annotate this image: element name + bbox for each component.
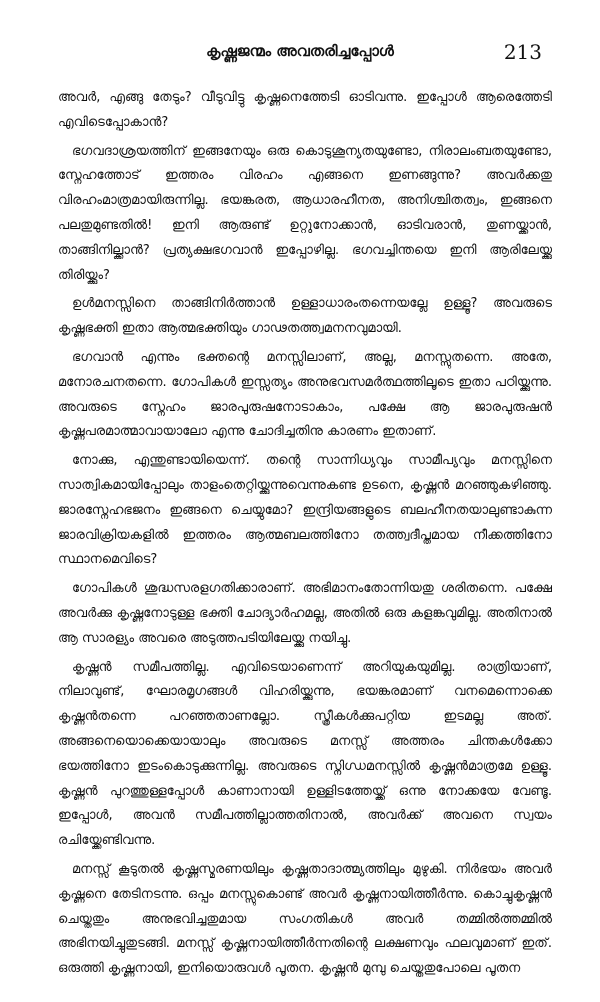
paragraph: ഭഗവാൻ എന്നും ഭക്തന്റെ മനസ്സിലാണ്, അല്ല, മനസ്സുതന്നെ. അതേ, മനോരചനതന്നെ. ഗോപികൾ ഇസ്സത്യം അനുഭവസമർത്ഥത്തിലൂടെ ഇതാ പഠിയ്ക്കുന്നു. അവരുടെ സ്നേഹം ജാരപുരുഷനോടാകാം, പക്ഷേ ആ ജാരപുരുഷൻ കൃഷ്ണപരമാത്മാവായാലോ എന്നു ചോദിച്ചതിനു കാരണം ഇതാണ്.	[58, 349, 552, 440]
running-title: കൃഷ്ണജന്മം അവതരിച്ചപ്പോൾ	[206, 42, 394, 60]
body-text	[58, 86, 552, 986]
page-header	[0, 38, 600, 70]
paragraph: കൃഷ്ണൻ സമീപത്തില്ല. എവിടെയാണെന്ന് അറിയുകയുമില്ല. രാത്രിയാണ്, നിലാവുണ്ട്, ഘോരമൃഗങ്ങൾ വിഹരിയ്ക്കുന്നു, ഭയങ്കരമാണ് വനമെന്നൊക്കെ കൃഷ്ണൻതന്നെ പറഞ്ഞതാണല്ലോ. സ്ത്രീകൾക്കുപറ്റിയ ഇടമല്ല അത്. അങ്ങനെയൊക്കെയായാലും അവരുടെ മനസ്സ് അത്തരം ചിന്തകൾക്കോ ഭയത്തിനോ ഇടംകൊടുക്കുന്നില്ല. അവരുടെ സ്നിഗ്ധമനസ്സിൽ കൃഷ്ണൻമാത്രമേ ഉള്ളൂ. കൃഷ്ണൻ പുറത്തുള്ളപ്പോൾ കാണാനായി ഉള്ളിടത്തേയ്ക്ക് ഒന്നു നോക്കയേ വേണ്ടൂ. ഇപ്പോൾ, അവൻ സമീപത്തില്ലാത്തതിനാൽ, അവർക്ക് അവനെ സ്വയം രചിയ്ക്കേണ്ടിവന്നു.	[58, 659, 552, 849]
page-number: 213	[503, 40, 542, 64]
paragraph: ഉൾമനസ്സിനെ താങ്ങിനിർത്താൻ ഉള്ളാധാരംതന്നെയല്ലേ ഉള്ളൂ? അവരുടെ കൃഷ്ണഭക്തി ഇതാ ആത്മഭക്തിയും ഗാഢതത്ത്വമനനവുമായി.	[58, 296, 552, 337]
paragraph: മനസ്സ് കൂടുതൽ കൃഷ്ണസ്മരണയിലും കൃഷ്ണതാദാത്മ്യത്തിലും മുഴുകി. നിർഭയം അവർ കൃഷ്ണനെ തേടിനടന്നു. ഒപ്പം മനസ്സുകൊണ്ട് അവർ കൃഷ്ണനായിത്തീർന്നു. കൊച്ചുകൃഷ്ണൻ ചെയ്തതും അനുഭവിച്ചതുമായ സംഗതികൾ അവർ തമ്മിൽത്തമ്മിൽ അഭിനയിച്ചുതുടങ്ങി. മനസ്സ് കൃഷ്ണനായിത്തീർന്നതിന്റെ ലക്ഷണവും ഫലവുമാണ് ഇത്. ഒരുത്തി കൃഷ്ണനായി, ഇനിയൊരുവൾ പൂതന. കൃഷ്ണൻ മുമ്പു ചെയ്തതുപോലെ പൂതന	[58, 861, 552, 977]
paragraph: ഭഗവദാശ്രയത്തിന് ഇങ്ങനേയും ഒരു കൊടുശൂന്യതയുണ്ടോ, നിരാലംബതയുണ്ടോ, സ്നേഹത്തോട് ഇത്തരം വിരഹം എങ്ങനെ ഇണങ്ങുന്നു? അവർക്കതു വിരഹംമാത്രമായിരുന്നില്ല. ഭയങ്കരത, ആധാരഹീനത, അനിശ്ചിതത്വം, ഇങ്ങനെ പലതുമുണ്ടതിൽ! ഇനി ആരുണ്ട് ഉറ്റുനോക്കാൻ, ഓടിവരാൻ, തുണയ്ക്കാൻ, താങ്ങിനില്ക്കാൻ? പ്രത്യക്ഷഭഗവാൻ ഇപ്പോഴില്ല. ഭഗവച്ചിന്തയെ ഇനി ആരിലേയ്ക്കു തിരിയ്ക്കും?	[58, 143, 552, 283]
paragraph: നോക്കു, എന്തുണ്ടായിയെന്ന്. തന്റെ സാന്നിധ്യവും സാമീപ്യവും മനസ്സിനെ സാത്വികമായിപ്പോലും താളംതെറ്റിയ്ക്കുന്നുവെന്നുകണ്ട ഉടനെ, കൃഷ്ണൻ മറഞ്ഞുകഴിഞ്ഞു. ജാരസ്നേഹഭജനം ഇങ്ങനെ ചെയ്യുമോ? ഇന്ദ്രിയങ്ങളുടെ ബലഹീനതയാലുണ്ടാകുന്ന ജാരവിക്രിയകളിൽ ഇത്തരം ആത്മബലത്തിനോ തത്ത്വദീപ്തമായ നീക്കത്തിനോ സ്ഥാനമെവിടെ?	[58, 453, 552, 568]
paragraph: ഗോപികൾ ശുദ്ധസരളഗതിക്കാരാണ്. അഭിമാനംതോന്നിയതു ശരിതന്നെ. പക്ഷേ അവർക്കു കൃഷ്ണനോടുള്ള ഭക്തി ചോദ്യാർഹമല്ല, അതിൽ ഒരു കളങ്കവുമില്ല. അതിനാൽ ആ സാരള്യം അവരെ അടുത്തപടിയിലേയ്ക്കു നയിച്ചു.	[58, 581, 552, 646]
paragraph: അവർ, എങ്ങു തേടും? വീടുവിട്ടു കൃഷ്ണനെത്തേടി ഓടിവന്നു. ഇപ്പോൾ ആരെത്തേടി എവിടെപ്പോകാൻ?	[58, 90, 552, 130]
